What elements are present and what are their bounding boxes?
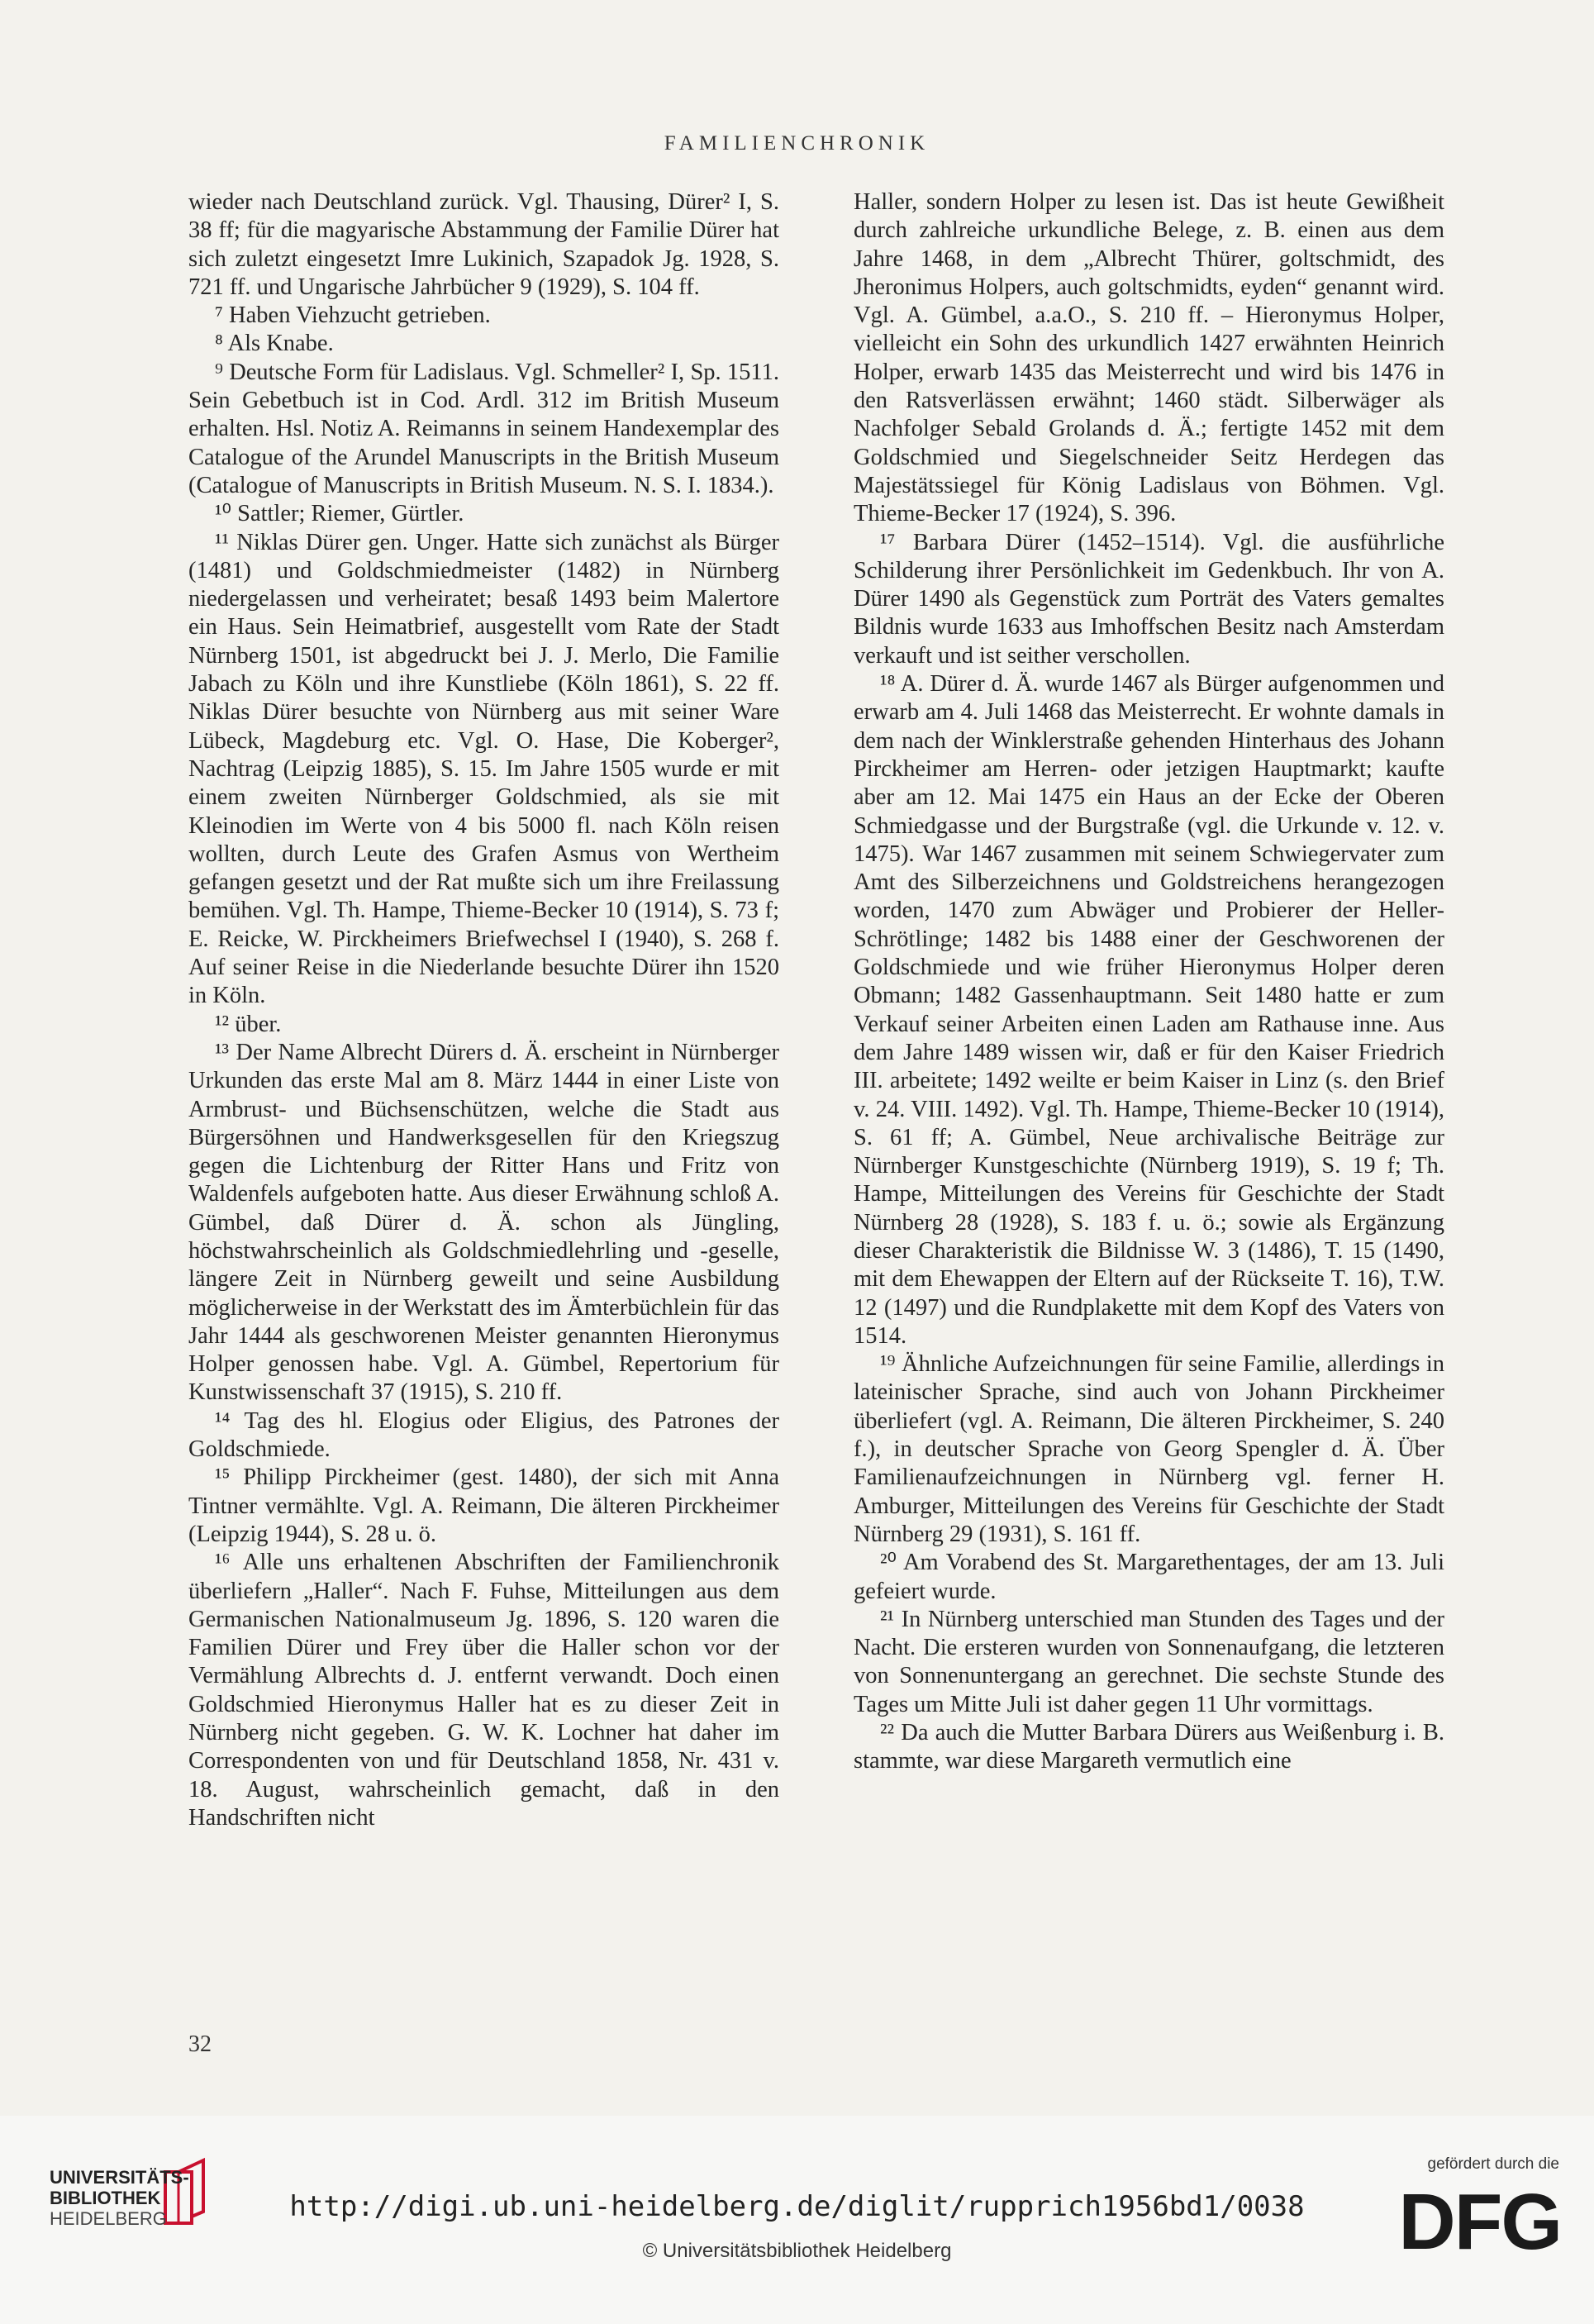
- footnote: ¹⁵ Philipp Pirckheimer (gest. 1480), der sich mit Anna Tintner vermählte. Vgl. A. Reimann, Die älteren Pirckheimer (Leipzig 1944), S. 28 u. ö.: [188, 1464, 779, 1547]
- right-column: [854, 188, 1444, 1776]
- permalink-url[interactable]: http://digi.ub.uni-heidelberg.de/diglit/rupprich1956bd1/0038: [289, 2190, 1305, 2223]
- footnote: ¹¹ Niklas Dürer gen. Unger. Hatte sich zunächst als Bürger (1481) und Goldschmiedmeister (1482) in Nürnberg niedergelassen und verheiratet; besaß 1493 beim Malertore ein Haus. Sein Heimatbrief, ausgestellt vom Rate der Stadt Nürnberg 1501, ist abgedruckt bei J. J. Merlo, Die Familie Jabach zu Köln und ihre Kunstliebe (Köln 1861), S. 22 ff. Niklas Dürer besuchte von Nürnberg aus mit seiner Ware Lübeck, Magdeburg etc. Vgl. O. Hase, Die Koberger², Nachtrag (Leipzig 1885), S. 15. Im Jahre 1505 wurde er mit einem zweiten Nürnberger Goldschmied, als sie mit Kleinodien im Werte von 4 bis 5000 fl. nach Köln reisen wollten, durch Leute des Grafen Asmus von Wertheim gefangen gesetzt und der Rat mußte sich um ihre Freilassung bemühen. Vgl. Th. Hampe, Thieme-Becker 10 (1914), S. 73 f; E. Reicke, W. Pirckheimers Briefwechsel I (1940), S. 268 f. Auf seiner Reise in die Niederlande besuchte Dürer ihn 1520 in Köln.: [188, 529, 779, 1009]
- footnote: ¹⁰ Sattler; Riemer, Gürtler.: [215, 501, 464, 527]
- continued-text: Haller, sondern Holper zu lesen ist. Das ist heute Gewißheit durch zahlreiche urkundliche Belege, z. B. einen aus dem Jahre 1468, in dem „Albrecht Thürer, goltschmidt, des Jheronimus Holpers, auch goltschmidts, eyden“ genannt wird. Vgl. A. Gümbel, a.a.O., S. 210 ff. – Hieronymus Holper, vielleicht ein Sohn des urkundlich 1427 erwähnten Heinrich Holper, erwarb 1435 das Meisterrecht und wird bis 1476 in den Ratsverlässen erwähnt; 1460 städt. Silberwäger als Nachfolger Sebald Grolands d. Ä.; fertigte 1452 mit dem Goldschmied und Siegelschneider Seitz Herdegen das Majestätssiegel für König Ladislaus von Böhmen. Vgl. Thieme-Becker 17 (1924), S. 396.: [854, 189, 1444, 527]
- library-name-line2: BIBLIOTHEK: [50, 2188, 161, 2208]
- continued-text: wieder nach Deutschland zurück. Vgl. Thausing, Dürer² I, S. 38 ff; für die magyarische Abstammung der Familie Dürer hat sich zuletzt eingesetzt Imre Lukinich, Szapadok Jg. 1928, S. 721 ff. und Ungarische Jahrbücher 9 (1929), S. 104 ff.: [188, 189, 779, 300]
- running-title: FAMILIENCHRONIK: [664, 132, 930, 155]
- viewer-footer: [0, 2116, 1594, 2324]
- footnote: ⁸ Als Knabe.: [215, 331, 334, 357]
- page-number: 32: [188, 2031, 212, 2057]
- footnote: ²² Da auch die Mutter Barbara Dürers aus Weißenburg i. B. stammte, war diese Margareth vermutlich eine: [854, 1720, 1444, 1774]
- footnote: ¹⁶ Alle uns erhaltenen Abschriften der Familienchronik überliefern „Haller“. Nach F. Fuhse, Mitteilungen aus dem Germanischen Nationalmuseum Jg. 1896, S. 120 waren die Familien Dürer und Frey über die Haller schon vor der Vermählung Albrechts d. J. entfernt verwandt. Doch einen Goldschmied Hieronymus Haller hat es zu dieser Zeit in Nürnberg nicht gegeben. G. W. K. Lochner hat daher im Correspondenten von und für Deutschland 1858, Nr. 431 v. 18. August, wahrscheinlich gemacht, daß in den Handschriften nicht: [188, 1550, 779, 1831]
- library-name-line3: HEIDELBERG: [50, 2208, 167, 2229]
- footnote: ²¹ In Nürnberg unterschied man Stunden des Tages und der Nacht. Die ersteren wurden von Sonnenaufgang, die letzteren von Sonnenuntergang an gerechnet. Die sechste Stunde des Tages um Mitte Juli ist daher gegen 11 Uhr vormittags.: [854, 1606, 1444, 1717]
- footnote: ⁷ Haben Viehzucht getrieben.: [215, 302, 491, 329]
- dfg-caption: gefördert durch die: [1427, 2155, 1559, 2173]
- footnote: ⁹ Deutsche Form für Ladislaus. Vgl. Schmeller² I, Sp. 1511. Sein Gebetbuch ist in Cod. Ardl. 312 im British Museum erhalten. Hsl. Notiz A. Reimanns in seinem Handexemplar des Catalogue of the Arundel Manuscripts in the British Museum (Catalogue of Manuscripts in British Museum. N. S. I. 1834.).: [188, 359, 779, 498]
- footnote: ¹⁸ A. Dürer d. Ä. wurde 1467 als Bürger aufgenommen und erwarb am 4. Juli 1468 das Meisterrecht. Er wohnte damals in dem nach der Winklerstraße gehenden Hinterhaus des Johann Pirckheimer am Herren- oder jetzigen Hauptmarkt; kaufte aber am 12. Mai 1475 ein Haus an der Ecke der Oberen Schmiedgasse und der Burgstraße (vgl. die Urkunde v. 12. v. 1475). War 1467 zusammen mit seinem Schwiegervater zum Amt des Silberzeichnens und Goldstreichens herangezogen worden, 1470 zum Abwäger und Probierer der Heller-Schrötlinge; 1482 bis 1488 einer der Geschworenen der Goldschmiede und wie früher Hieronymus Holper deren Obmann; 1482 Gassenhauptmann. Seit 1480 hatte er zum Verkauf seiner Arbeiten einen Laden am Rathause inne. Aus dem Jahre 1489 wissen wir, daß er für den Kaiser Friedrich III. arbeitete; 1492 weilte er beim Kaiser in Linz (s. den Brief v. 24. VIII. 1492). Vgl. Th. Hampe, Thieme-Becker 10 (1914), S. 61 ff; A. Gümbel, Neue archivalische Beiträge zur Nürnberger Kunstgeschichte (Nürnberg 1919), S. 19 f; Th. Hampe, Mitteilungen des Vereins für Geschichte der Stadt Nürnberg 28 (1928), S. 183 f. u. ö.; sowie als Ergänzung dieser Charakteristik die Bildnisse W. 3 (1486), T. 15 (1490, mit dem Ehewappen der Eltern auf der Rückseite T. 16), T.W. 12 (1497) und die Rundplakette mit dem Kopf des Vaters von 1514.: [854, 671, 1444, 1349]
- footnote: ¹⁹ Ähnliche Aufzeichnungen für seine Familie, allerdings in lateinischer Sprache, sind auch von Johann Pirckheimer überliefert (vgl. A. Reimann, Die älteren Pirckheimer, S. 240 f.), in deutscher Sprache von Georg Spengler d. Ä. Über Familienaufzeichnungen in Nürnberg vgl. ferner H. Amburger, Mitteilungen des Vereins für Geschichte der Stadt Nürnberg 29 (1931), S. 161 ff.: [854, 1351, 1444, 1547]
- library-name-line1: UNIVERSITÄTS-: [50, 2167, 189, 2188]
- left-column: [188, 188, 779, 1832]
- footnote: ²⁰ Am Vorabend des St. Margarethentages, der am 13. Juli gefeiert wurde.: [854, 1550, 1444, 1604]
- footnote: ¹⁷ Barbara Dürer (1452–1514). Vgl. die ausführliche Schilderung ihrer Persönlichkeit im Gedenkbuch. Ihr von A. Dürer 1490 als Gegenstück zum Porträt des Vaters gemaltes Bildnis wurde 1633 aus Imhoffschen Besitz nach Amsterdam verkauft und ist seither verschollen.: [854, 529, 1444, 669]
- footnote: ¹³ Der Name Albrecht Dürers d. Ä. erscheint in Nürnberger Urkunden das erste Mal am 8. März 1444 in einer Liste von Armbrust- und Büchsenschützen, welche die Stadt aus Bürgersöhnen und Handwerksgesellen für den Kriegszug gegen die Lichtenburg der Ritter Hans und Fritz von Waldenfels aufgeboten hatte. Aus dieser Erwähnung schloß A. Gümbel, daß Dürer d. Ä. schon als Jüngling, höchstwahrscheinlich als Goldschmiedlehrling und -geselle, längere Zeit in Nürnberg geweilt und seine Ausbildung möglicherweise in der Werkstatt des im Ämterbüchlein für das Jahr 1444 als geschworenen Meister genannten Hieronymus Holper genossen habe. Vgl. A. Gümbel, Repertorium für Kunstwissenschaft 37 (1915), S. 210 ff.: [188, 1039, 779, 1406]
- footnote: ¹⁴ Tag des hl. Elogius oder Eligius, des Patrones der Goldschmiede.: [188, 1407, 779, 1463]
- dfg-logo[interactable]: DFG: [1398, 2178, 1561, 2266]
- copyright-notice: © Universitätsbibliothek Heidelberg: [642, 2240, 952, 2262]
- footnote: ¹² über.: [215, 1011, 282, 1037]
